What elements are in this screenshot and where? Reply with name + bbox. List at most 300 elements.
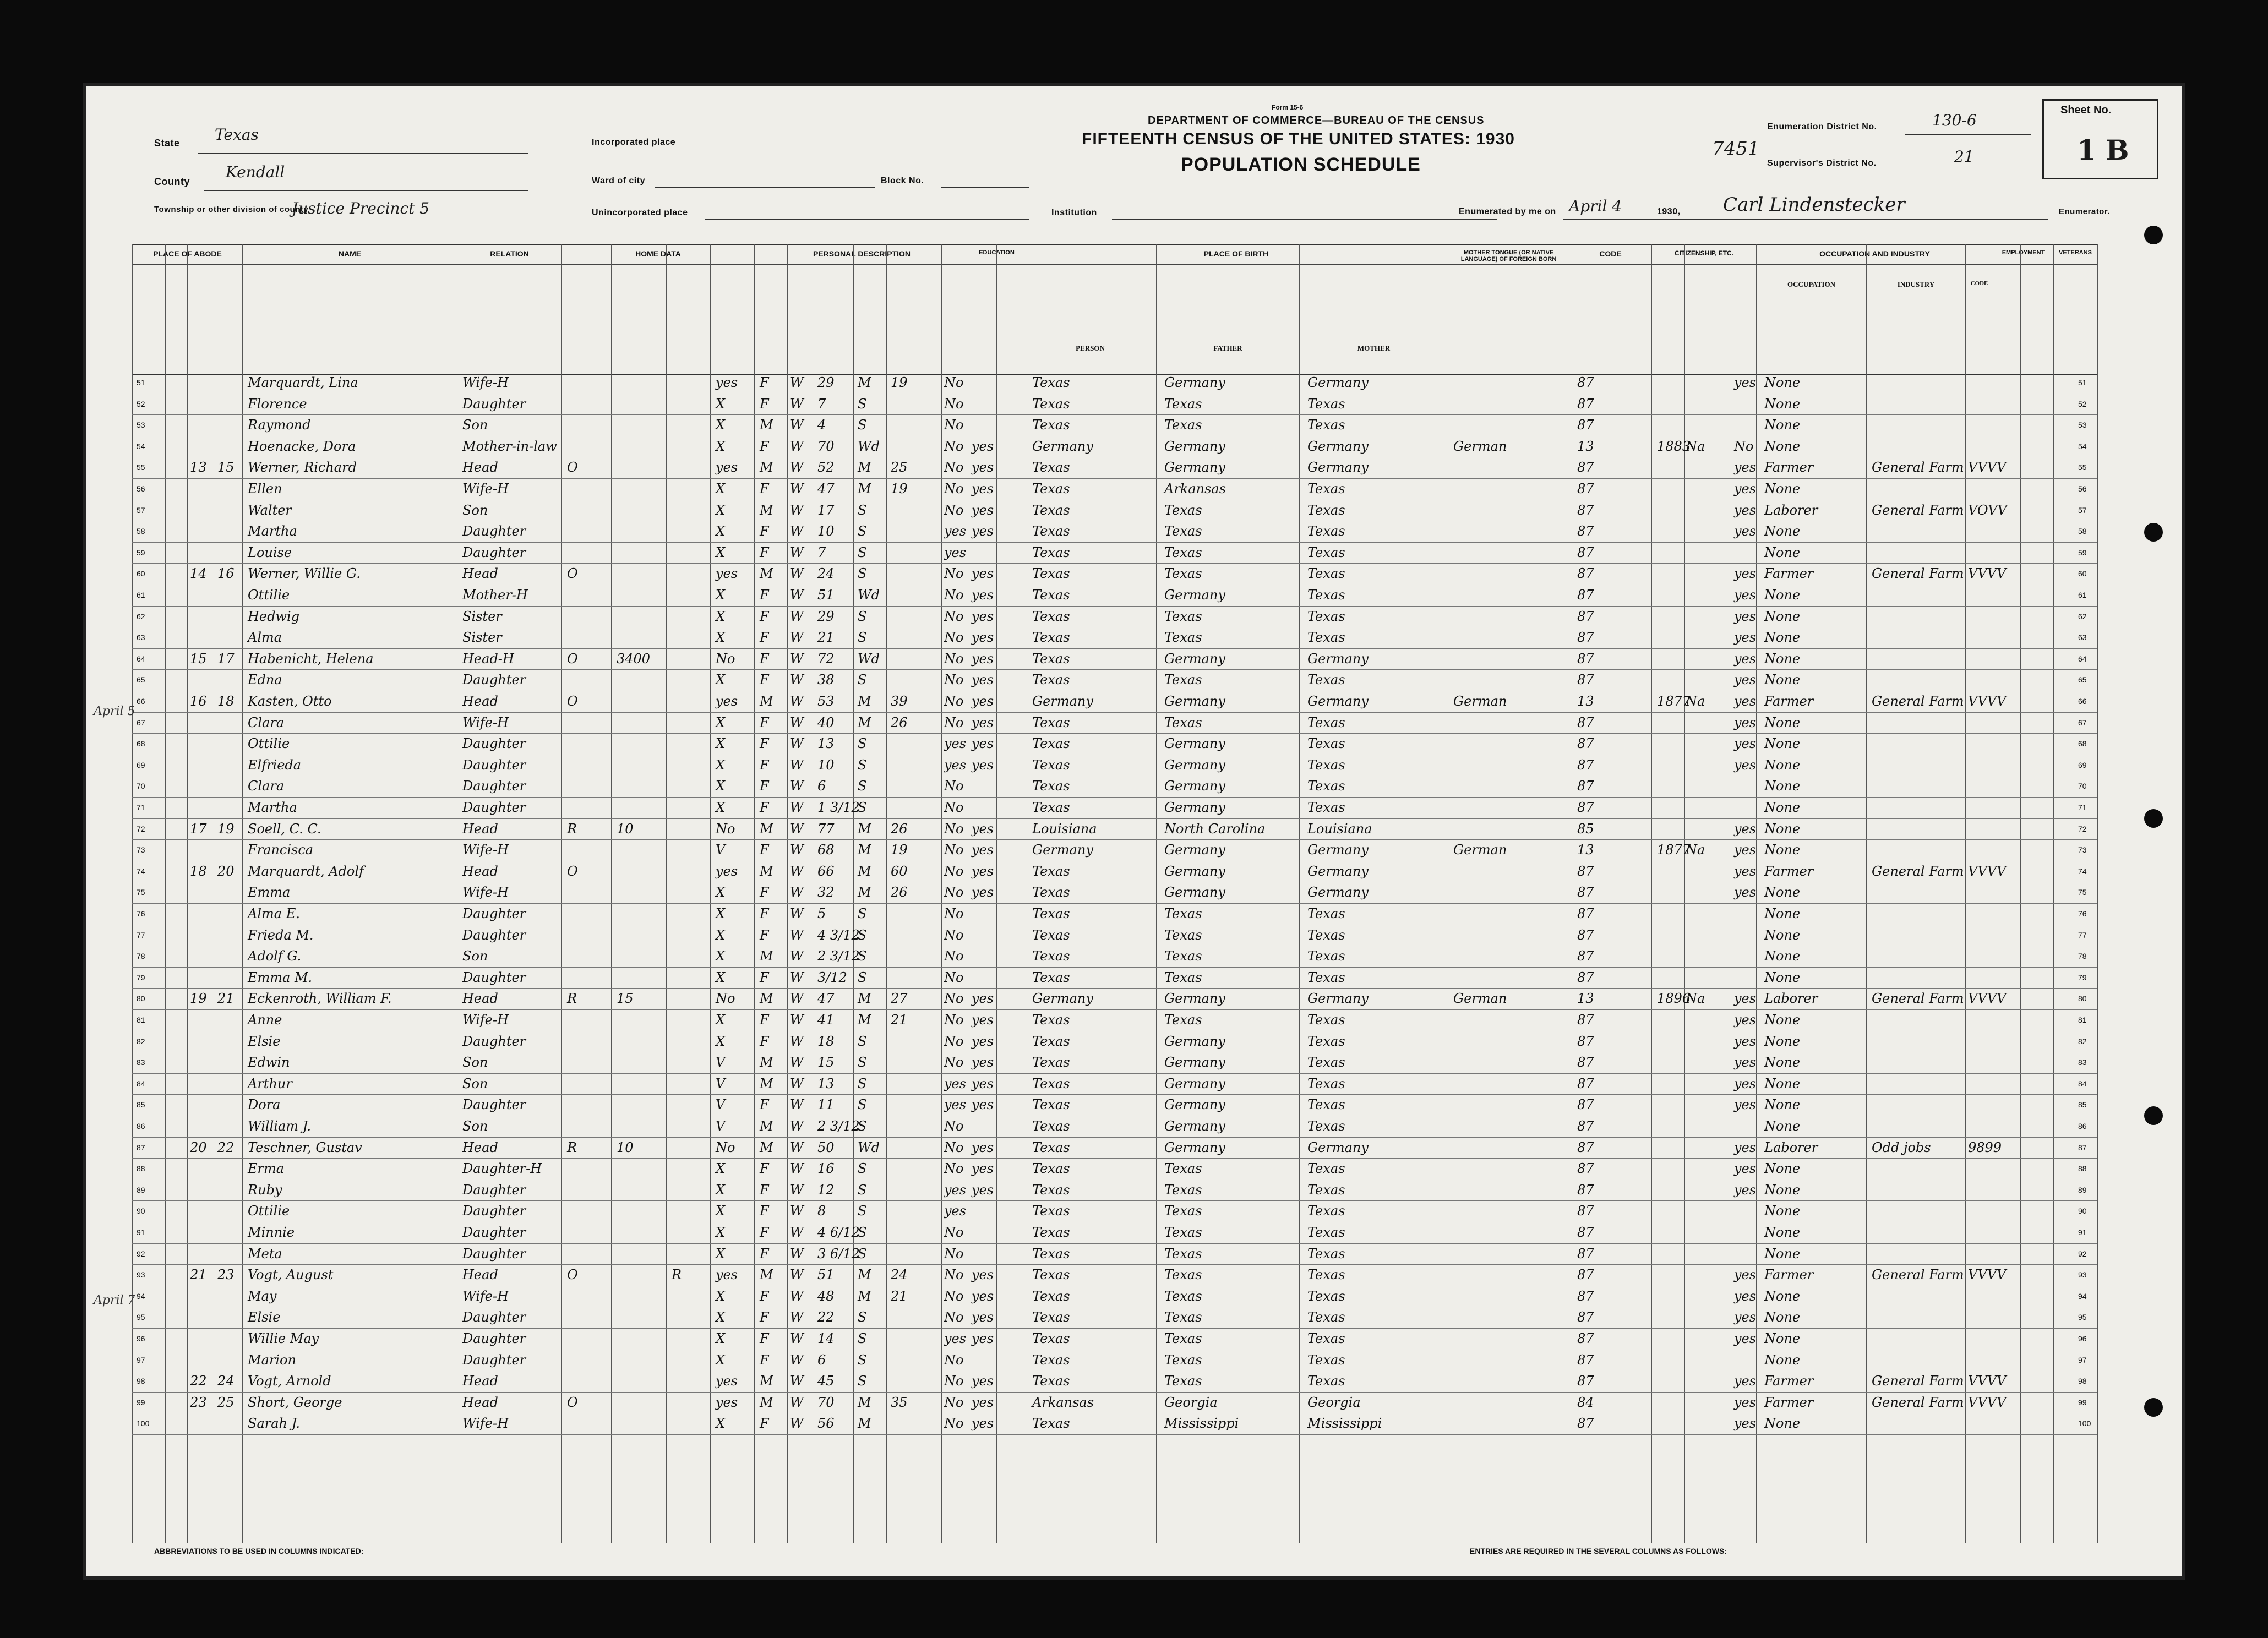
cell-birth: Texas xyxy=(1032,1288,1070,1304)
cell-read: yes xyxy=(972,651,994,667)
cell-mother: Texas xyxy=(1307,1352,1345,1368)
cell-code: 87 xyxy=(1577,1182,1594,1198)
cell-relation: Daughter xyxy=(462,1203,526,1219)
cell-age: 13 xyxy=(817,736,835,752)
cell-relation: Head xyxy=(462,1267,498,1283)
cell-eng: yes xyxy=(1734,1309,1757,1325)
cell-school: No xyxy=(944,566,964,582)
cell-relation: Daughter xyxy=(462,1331,526,1346)
department-heading: DEPARTMENT OF COMMERCE—BUREAU OF THE CENSUS xyxy=(1148,114,1485,127)
cell-line: 58 xyxy=(137,527,145,536)
cell-school: No xyxy=(944,1033,964,1049)
cell-father: Germany xyxy=(1164,438,1225,454)
census-title: FIFTEENTH CENSUS OF THE UNITED STATES: 1930 xyxy=(1082,130,1515,148)
cell-line-right: 71 xyxy=(2078,803,2087,812)
cell-name: Ottilie xyxy=(248,736,290,752)
cell-age: 22 xyxy=(817,1309,835,1325)
cell-age: 4 3/12 xyxy=(817,927,860,943)
county-label: County xyxy=(154,176,190,187)
cell-read: yes xyxy=(972,481,994,496)
cell-sex: F xyxy=(760,778,769,794)
cell-line: 97 xyxy=(137,1355,145,1364)
cell-eng: yes xyxy=(1734,566,1757,582)
cell-eng: yes xyxy=(1734,608,1757,624)
cell-line-right: 88 xyxy=(2078,1164,2087,1173)
cell-line-right: 98 xyxy=(2078,1377,2087,1386)
cell-dwelling: 19 xyxy=(190,991,207,1007)
cell-father: Germany xyxy=(1164,991,1225,1007)
cell-school: No xyxy=(944,630,964,646)
cell-code: 87 xyxy=(1577,714,1594,730)
cell-mother: Texas xyxy=(1307,1012,1345,1028)
cell-imm: 1896 xyxy=(1657,991,1691,1007)
cell-occcode: VVVV xyxy=(1968,694,2007,709)
cell-marital: Wd xyxy=(858,438,880,454)
cell-occupation: None xyxy=(1764,608,1801,624)
cell-line-right: 100 xyxy=(2078,1419,2091,1428)
cell-agemar: 26 xyxy=(891,821,908,837)
cell-line: 64 xyxy=(137,654,145,663)
cell-father: Texas xyxy=(1164,1288,1202,1304)
cell-birth: Texas xyxy=(1032,906,1070,921)
cell-occcode: VOVV xyxy=(1968,502,2007,518)
cell-name: Teschner, Gustav xyxy=(248,1139,362,1155)
cell-race: W xyxy=(790,375,804,390)
cell-birth: Texas xyxy=(1032,1055,1070,1071)
cell-read: yes xyxy=(972,502,994,518)
enumerated-date: April 4 xyxy=(1569,197,1622,215)
margin-note-april-5: April 5 xyxy=(94,705,135,718)
cell-occcode: VVVV xyxy=(1968,991,2007,1007)
cell-sex: M xyxy=(760,1075,773,1091)
cell-mother: Texas xyxy=(1307,1033,1345,1049)
cell-father: Germany xyxy=(1164,1097,1225,1113)
cell-marital: S xyxy=(858,1373,867,1389)
cell-birth: Texas xyxy=(1032,1097,1070,1113)
cell-name: William J. xyxy=(248,1118,312,1134)
cell-name: Edwin xyxy=(248,1055,290,1071)
cell-school: No xyxy=(944,672,964,688)
cell-occupation: None xyxy=(1764,1033,1801,1049)
table-row xyxy=(132,861,2097,883)
cell-family: 24 xyxy=(217,1373,235,1389)
cell-occupation: Farmer xyxy=(1764,460,1814,476)
cell-code: 87 xyxy=(1577,481,1594,496)
footer-entries xyxy=(1470,1547,1727,1555)
cell-marital: S xyxy=(858,1352,867,1368)
cell-age: 47 xyxy=(817,991,835,1007)
cell-eng: yes xyxy=(1734,1161,1757,1177)
table-row xyxy=(132,1074,2097,1095)
cell-dwelling: 21 xyxy=(190,1267,207,1283)
cell-marital: M xyxy=(858,1012,871,1028)
cell-birth: Texas xyxy=(1032,969,1070,985)
cell-age: 6 xyxy=(817,1352,826,1368)
group-home-data: HOME DATA xyxy=(561,245,754,265)
table-row xyxy=(132,1350,2097,1372)
cell-code: 87 xyxy=(1577,927,1594,943)
cell-father: Texas xyxy=(1164,566,1202,582)
cell-farm: X xyxy=(716,481,726,496)
cell-line-right: 61 xyxy=(2078,591,2087,599)
cell-line: 93 xyxy=(137,1270,145,1280)
cell-mother: Germany xyxy=(1307,438,1369,454)
cell-race: W xyxy=(790,544,804,560)
cell-code: 87 xyxy=(1577,1055,1594,1071)
table-row xyxy=(132,1371,2097,1393)
cell-sex: F xyxy=(760,587,769,603)
cell-occupation: Laborer xyxy=(1764,991,1818,1007)
cell-school: yes xyxy=(944,1075,967,1091)
cell-line: 69 xyxy=(137,760,145,769)
cell-sex: F xyxy=(760,1309,769,1325)
cell-sex: F xyxy=(760,1225,769,1240)
cell-code: 87 xyxy=(1577,757,1594,773)
cell-sex: F xyxy=(760,969,769,985)
cell-occupation: None xyxy=(1764,884,1801,900)
cell-birth: Texas xyxy=(1032,1075,1070,1091)
unincorporated-label: Unincorporated place xyxy=(592,208,688,217)
cell-line-right: 54 xyxy=(2078,441,2087,451)
cell-father: Germany xyxy=(1164,842,1225,858)
cell-name: Louise xyxy=(248,544,292,560)
cell-relation: Daughter xyxy=(462,1225,526,1240)
cell-age: 10 xyxy=(817,523,835,539)
cell-name: Walter xyxy=(248,502,292,518)
cell-marital: S xyxy=(858,1033,867,1049)
cell-school: No xyxy=(944,396,964,412)
cell-mother: Germany xyxy=(1307,884,1369,900)
cell-tenure: 10 xyxy=(617,1139,634,1155)
table-row xyxy=(132,968,2097,989)
cell-school: No xyxy=(944,1373,964,1389)
enumeration-district-label: Enumeration District No. xyxy=(1767,122,1877,132)
cell-school: No xyxy=(944,1118,964,1134)
cell-name: Marquardt, Adolf xyxy=(248,863,364,879)
cell-father: Texas xyxy=(1164,1012,1202,1028)
cell-line-right: 60 xyxy=(2078,569,2087,578)
cell-code: 87 xyxy=(1577,736,1594,752)
table-row xyxy=(132,1329,2097,1350)
cell-line: 78 xyxy=(137,952,145,961)
cell-line: 53 xyxy=(137,421,145,430)
cell-read: yes xyxy=(972,608,994,624)
cell-home: R xyxy=(567,991,577,1007)
cell-farm: X xyxy=(716,417,726,433)
cell-sex: F xyxy=(760,1161,769,1177)
cell-code: 87 xyxy=(1577,884,1594,900)
cell-relation: Head xyxy=(462,1373,498,1389)
cell-line-right: 69 xyxy=(2078,760,2087,769)
cell-occupation: None xyxy=(1764,1075,1801,1091)
cell-occupation: None xyxy=(1764,1161,1801,1177)
cell-school: No xyxy=(944,1309,964,1325)
table-row xyxy=(132,1307,2097,1329)
cell-father: Germany xyxy=(1164,1118,1225,1134)
cell-marital: S xyxy=(858,1075,867,1091)
cell-birth: Texas xyxy=(1032,1352,1070,1368)
cell-marital: M xyxy=(858,1394,871,1410)
cell-sex: F xyxy=(760,438,769,454)
cell-read: yes xyxy=(972,884,994,900)
cell-father: Texas xyxy=(1164,608,1202,624)
cell-occupation: None xyxy=(1764,1352,1801,1368)
cell-code: 87 xyxy=(1577,587,1594,603)
cell-sex: M xyxy=(760,566,773,582)
cell-code: 87 xyxy=(1577,523,1594,539)
cell-occupation: None xyxy=(1764,375,1801,390)
cell-relation: Head xyxy=(462,821,498,837)
cell-marital: M xyxy=(858,991,871,1007)
cell-sex: F xyxy=(760,906,769,921)
cell-line: 73 xyxy=(137,845,145,855)
cell-farm: X xyxy=(716,396,726,412)
cell-age: 3 6/12 xyxy=(817,1246,860,1262)
cell-mother: Georgia xyxy=(1307,1394,1361,1410)
cell-birth: Texas xyxy=(1032,884,1070,900)
cell-line: 74 xyxy=(137,866,145,876)
cell-family: 20 xyxy=(217,863,235,879)
cell-birth: Texas xyxy=(1032,863,1070,879)
cell-mother: Texas xyxy=(1307,927,1345,943)
cell-farm: X xyxy=(716,884,726,900)
cell-imm: 1877 xyxy=(1657,694,1691,709)
cell-race: W xyxy=(790,630,804,646)
cell-industry: General Farm xyxy=(1872,694,1964,709)
cell-line: 76 xyxy=(137,909,145,918)
cell-occupation: None xyxy=(1764,396,1801,412)
table-row xyxy=(132,607,2097,628)
cell-marital: S xyxy=(858,1225,867,1240)
cell-sex: F xyxy=(760,1182,769,1198)
cell-relation: Daughter-H xyxy=(462,1161,542,1177)
cell-school: yes xyxy=(944,1097,967,1113)
cell-birth: Texas xyxy=(1032,736,1070,752)
cell-family: 19 xyxy=(217,821,235,837)
cell-occupation: Laborer xyxy=(1764,502,1818,518)
cell-line: 94 xyxy=(137,1291,145,1301)
cell-occupation: Farmer xyxy=(1764,1373,1814,1389)
table-row xyxy=(132,1116,2097,1138)
group-personal-description: PERSONAL DESCRIPTION xyxy=(754,245,969,265)
sheet-number: 1 B xyxy=(2077,134,2129,166)
cell-father: Texas xyxy=(1164,1203,1202,1219)
enumerated-year: 1930, xyxy=(1657,207,1681,216)
cell-school: No xyxy=(944,800,964,815)
cell-occupation: None xyxy=(1764,523,1801,539)
cell-farm: V xyxy=(716,842,726,858)
cell-race: W xyxy=(790,1246,804,1262)
table-row xyxy=(132,627,2097,649)
cell-age: 8 xyxy=(817,1203,826,1219)
cell-read: yes xyxy=(972,1139,994,1155)
table-row xyxy=(132,904,2097,925)
cell-name: Hoenacke, Dora xyxy=(248,438,356,454)
cell-line: 87 xyxy=(137,1143,145,1152)
cell-agemar: 21 xyxy=(891,1288,908,1304)
cell-relation: Daughter xyxy=(462,523,526,539)
table-row xyxy=(132,436,2097,458)
cell-agemar: 39 xyxy=(891,694,908,709)
cell-age: 70 xyxy=(817,1394,835,1410)
cell-line-right: 55 xyxy=(2078,463,2087,472)
cell-home: O xyxy=(567,1267,578,1283)
cell-mother: Texas xyxy=(1307,417,1345,433)
cell-birth: Texas xyxy=(1032,566,1070,582)
cell-eng: yes xyxy=(1734,630,1757,646)
cell-school: yes xyxy=(944,736,967,752)
cell-eng: yes xyxy=(1734,1267,1757,1283)
cell-read: yes xyxy=(972,1055,994,1071)
cell-sex: F xyxy=(760,757,769,773)
cell-name: May xyxy=(248,1288,277,1304)
cell-sex: M xyxy=(760,694,773,709)
cell-eng: yes xyxy=(1734,672,1757,688)
cell-line: 75 xyxy=(137,888,145,897)
cell-marital: S xyxy=(858,778,867,794)
cell-race: W xyxy=(790,672,804,688)
cell-relation: Wife-H xyxy=(462,1012,509,1028)
cell-agemar: 19 xyxy=(891,375,908,390)
cell-name: Sarah J. xyxy=(248,1416,301,1432)
cell-code: 87 xyxy=(1577,800,1594,815)
cell-sex: F xyxy=(760,1203,769,1219)
cell-father: Germany xyxy=(1164,1075,1225,1091)
cell-eng: yes xyxy=(1734,991,1757,1007)
sheet-number-box xyxy=(2042,99,2158,179)
cell-farm: X xyxy=(716,1352,726,1368)
cell-race: W xyxy=(790,1394,804,1410)
cell-father: Germany xyxy=(1164,375,1225,390)
cell-code: 87 xyxy=(1577,1075,1594,1091)
cell-farm: yes xyxy=(716,863,738,879)
cell-occupation: Farmer xyxy=(1764,694,1814,709)
cell-occupation: None xyxy=(1764,714,1801,730)
cell-read: yes xyxy=(972,736,994,752)
cell-age: 1 3/12 xyxy=(817,800,860,815)
institution-label: Institution xyxy=(1051,208,1097,217)
cell-relation: Mother-H xyxy=(462,587,528,603)
cell-relation: Head xyxy=(462,991,498,1007)
cell-age: 50 xyxy=(817,1139,835,1155)
cell-father: Germany xyxy=(1164,651,1225,667)
cell-farm: yes xyxy=(716,694,738,709)
cell-occupation: None xyxy=(1764,630,1801,646)
cell-code: 87 xyxy=(1577,651,1594,667)
cell-school: No xyxy=(944,481,964,496)
cell-sex: M xyxy=(760,417,773,433)
cell-industry: General Farm xyxy=(1872,1373,1964,1389)
cell-eng: yes xyxy=(1734,523,1757,539)
cell-line-right: 87 xyxy=(2078,1143,2087,1152)
cell-sex: M xyxy=(760,1055,773,1071)
cell-marital: S xyxy=(858,1055,867,1071)
cell-birth: Texas xyxy=(1032,800,1070,815)
sheet-number-label: Sheet No. xyxy=(2060,104,2112,116)
cell-farm: yes xyxy=(716,1373,738,1389)
table-row xyxy=(132,1413,2097,1435)
cell-father: Texas xyxy=(1164,1267,1202,1283)
cell-race: W xyxy=(790,714,804,730)
cell-race: W xyxy=(790,523,804,539)
cell-sex: M xyxy=(760,863,773,879)
cell-agemar: 60 xyxy=(891,863,908,879)
cell-age: 48 xyxy=(817,1288,835,1304)
cell-name: Hedwig xyxy=(248,608,300,624)
cell-father: Germany xyxy=(1164,1139,1225,1155)
cell-line: 82 xyxy=(137,1036,145,1046)
cell-age: 4 xyxy=(817,417,826,433)
cell-relation: Head xyxy=(462,863,498,879)
schedule-title: POPULATION SCHEDULE xyxy=(1181,154,1421,175)
cell-line-right: 92 xyxy=(2078,1249,2087,1258)
cell-father: Texas xyxy=(1164,396,1202,412)
cell-farm: X xyxy=(716,969,726,985)
cell-farm: X xyxy=(716,714,726,730)
table-row xyxy=(132,840,2097,861)
table-row xyxy=(132,776,2097,798)
cell-race: W xyxy=(790,1055,804,1071)
cell-school: No xyxy=(944,714,964,730)
cell-race: W xyxy=(790,1075,804,1091)
cell-relation: Son xyxy=(462,502,488,518)
enumerator-label: Enumerator. xyxy=(2059,207,2111,216)
ward-label: Ward of city xyxy=(592,176,645,185)
cell-mother: Germany xyxy=(1307,863,1369,879)
cell-occupation: None xyxy=(1764,1097,1801,1113)
cell-birth: Texas xyxy=(1032,544,1070,560)
cell-name: Emma M. xyxy=(248,969,313,985)
table-row xyxy=(132,1265,2097,1286)
cell-school: No xyxy=(944,842,964,858)
cell-relation: Son xyxy=(462,1055,488,1071)
table-row xyxy=(132,1095,2097,1116)
cell-sex: F xyxy=(760,1033,769,1049)
cell-relation: Daughter xyxy=(462,927,526,943)
cell-relation: Daughter xyxy=(462,800,526,815)
cell-race: W xyxy=(790,460,804,476)
cell-school: No xyxy=(944,1267,964,1283)
cell-farm: X xyxy=(716,1246,726,1262)
cell-father: Texas xyxy=(1164,630,1202,646)
cell-mother: Germany xyxy=(1307,842,1369,858)
cell-mother: Texas xyxy=(1307,502,1345,518)
cell-marital: M xyxy=(858,884,871,900)
punch-hole xyxy=(2144,809,2163,828)
enumerated-label: Enumerated by me on xyxy=(1459,207,1556,216)
cell-occupation: None xyxy=(1764,587,1801,603)
cell-father: Texas xyxy=(1164,1309,1202,1325)
cell-farm: No xyxy=(716,1139,735,1155)
cell-line-right: 91 xyxy=(2078,1228,2087,1237)
cell-code: 87 xyxy=(1577,948,1594,964)
cell-home: R xyxy=(567,821,577,837)
cell-age: 6 xyxy=(817,778,826,794)
cell-father: Germany xyxy=(1164,884,1225,900)
cell-birth: Texas xyxy=(1032,757,1070,773)
state-value: Texas xyxy=(215,125,259,144)
cell-school: No xyxy=(944,375,964,390)
cell-line: 67 xyxy=(137,718,145,727)
table-row xyxy=(132,543,2097,564)
stamp-number: 7451 xyxy=(1712,138,1760,160)
cell-race: W xyxy=(790,502,804,518)
cell-school: No xyxy=(944,438,964,454)
cell-read: yes xyxy=(972,1331,994,1346)
cell-birth: Texas xyxy=(1032,1416,1070,1432)
county-value: Kendall xyxy=(226,163,285,181)
cell-line-right: 74 xyxy=(2078,866,2087,876)
